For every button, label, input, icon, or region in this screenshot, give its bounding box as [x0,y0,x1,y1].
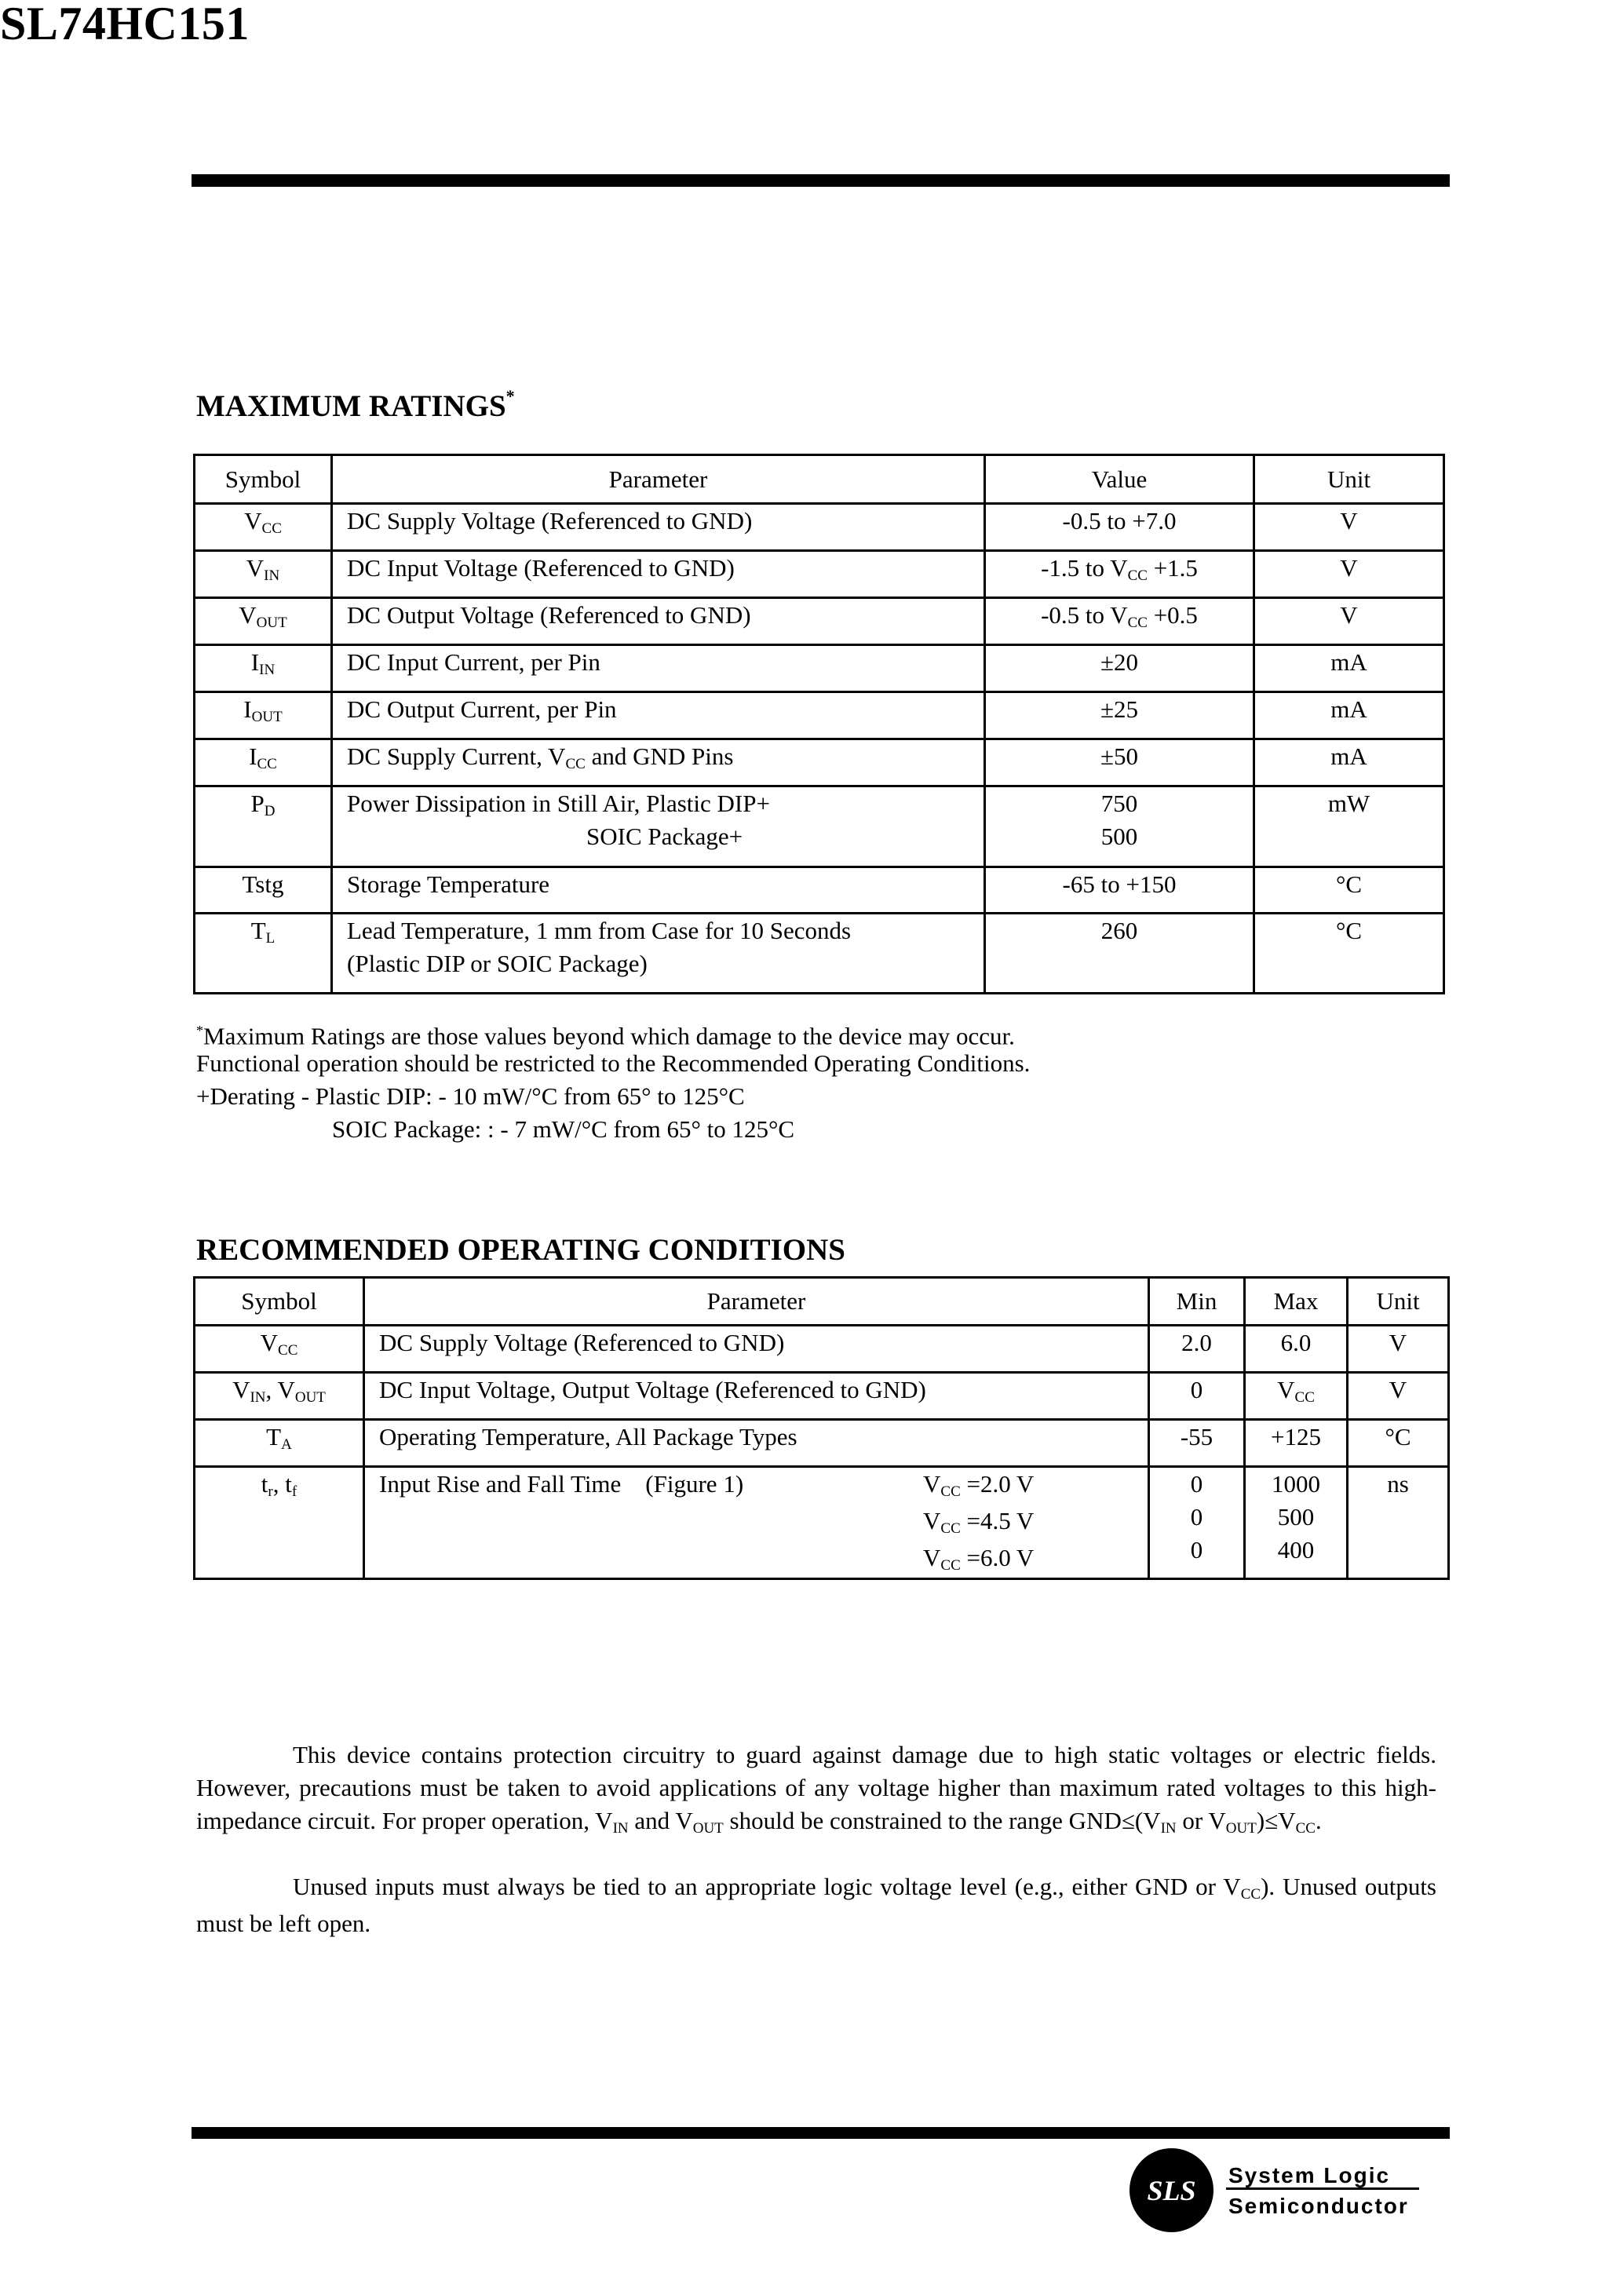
max-cell [1245,1467,1348,1579]
max-text: V [1277,1376,1295,1403]
value-text: -1.5 to V [1041,554,1128,582]
unit-cell: V [1348,1373,1449,1420]
col-header-max: Max [1245,1278,1348,1326]
parameter-cell [332,914,985,994]
parameter-cell [332,786,985,867]
unit-cell: mW [1254,786,1444,867]
paragraph-subscript: CC [1240,1886,1261,1903]
min-line: 0 [1190,1503,1203,1531]
min-cell: 0 [1149,1373,1245,1420]
table-row [195,1467,1449,1579]
value-subscript: CC [1127,615,1148,631]
symbol-subscript: r [268,1483,273,1500]
symbol-cell [195,598,332,645]
footnote-mark: * [196,1023,203,1038]
condition-text: V [923,1544,941,1571]
max-cell [1245,1373,1348,1420]
condition-line [923,1542,1034,1578]
parameter-cell: DC Output Current, per Pin [332,692,985,739]
max-ratings-title-mark: * [505,386,515,406]
col-header-symbol: Symbol [195,1278,364,1326]
table-row [195,645,1444,692]
paragraph-text: and V [628,1807,693,1834]
company-name-line1: System Logic [1228,2163,1391,2187]
symbol-cell [195,1326,364,1373]
unit-cell: V [1254,551,1444,598]
condition-line [923,1505,1034,1542]
parameter-cell: DC Input Voltage (Referenced to GND) [332,551,985,598]
condition-value: =4.5 V [960,1507,1035,1534]
col-header-unit: Unit [1348,1278,1449,1326]
sls-logo [1130,2148,1213,2232]
symbol-cell [195,1373,364,1420]
table-header-row [195,455,1444,504]
symbol-text: t [261,1470,268,1498]
max-line: 500 [1277,1503,1315,1531]
symbol-cell [195,504,332,551]
symbol-cell [195,1467,364,1579]
unit-cell: °C [1254,914,1444,994]
symbol-subscript: OUT [251,709,283,725]
logo-underline [1226,2187,1419,2190]
col-header-value: Value [985,455,1254,504]
max-cell: +125 [1245,1420,1348,1467]
value-cell: ±20 [985,645,1254,692]
header-rule [192,174,1450,187]
parameter-cell: Storage Temperature [332,867,985,914]
condition-list [923,1468,1034,1578]
symbol-subscript: L [265,930,276,947]
table-row [195,1420,1449,1467]
footnote-derating-soic: SOIC Package: : - 7 mW/°C from 65° to 125°C [332,1115,795,1143]
symbol-cell [195,692,332,739]
unit-cell: mA [1254,645,1444,692]
symbol-subscript: IN [250,1389,266,1406]
unused-inputs-paragraph [196,1870,1436,1940]
symbol-text: I [250,648,260,676]
parameter-subscript: CC [565,756,586,772]
max-ratings-title [196,386,515,423]
symbol-cell [195,551,332,598]
symbol-subscript: IN [259,662,276,678]
table-row [195,598,1444,645]
parameter-text: DC Supply Current, V [347,742,566,770]
col-header-min: Min [1149,1278,1245,1326]
symbol-subscript: D [264,803,276,819]
footer-rule [192,2127,1450,2139]
table-row [195,551,1444,598]
parameter-cell: DC Output Voltage (Referenced to GND) [332,598,985,645]
value-subscript: CC [1127,567,1148,584]
table-row [195,504,1444,551]
symbol-subscript: A [281,1436,292,1453]
symbol-text: , t [272,1470,292,1498]
value-text: -0.5 to V [1041,601,1128,629]
paragraph-text: Unused inputs must always be tied to an appropriate logic voltage level (e.g., either GND or V [293,1873,1241,1900]
condition-text: V [923,1470,941,1498]
paragraph-text: ). Unused outputs must be left open. [196,1873,1436,1937]
parameter-line: SOIC Package+ [586,823,743,850]
unit-cell: V [1254,598,1444,645]
condition-value: =6.0 V [960,1544,1035,1571]
max-ratings-title-text: MAXIMUM RATINGS [196,389,506,423]
paragraph-subscript: IN [1160,1820,1177,1837]
value-cell: ±50 [985,739,1254,786]
symbol-text: I [243,695,252,723]
paragraph-text: . [1315,1807,1322,1834]
max-subscript: CC [1294,1389,1315,1406]
value-cell [985,786,1254,867]
company-name-line2: Semiconductor [1228,2194,1409,2218]
symbol-subscript: f [291,1483,297,1500]
symbol-text: , V [265,1376,295,1403]
symbol-text: T [266,1423,282,1450]
parameter-text-suffix: and GND Pins [585,742,734,770]
condition-subscript: CC [940,1520,961,1537]
footnote-derating-dip: +Derating - Plastic DIP: - 10 mW/°C from 65° to 125°C [196,1082,745,1110]
table-row [195,786,1444,867]
condition-line [923,1468,1034,1505]
max-line: 1000 [1272,1470,1320,1498]
parameter-cell: DC Supply Voltage (Referenced to GND) [364,1326,1149,1373]
paragraph-text: )≤V [1256,1807,1296,1834]
col-header-symbol: Symbol [195,455,332,504]
condition-subscript: CC [940,1557,961,1574]
condition-subscript: CC [940,1483,961,1500]
parameter-line: (Plastic DIP or SOIC Package) [347,950,648,977]
rec-conditions-title: RECOMMENDED OPERATING CONDITIONS [196,1233,845,1267]
value-cell [985,551,1254,598]
table-row [195,1326,1449,1373]
rec-conditions-table [193,1276,1450,1580]
value-cell: -65 to +150 [985,867,1254,914]
parameter-cell [332,739,985,786]
protection-paragraph [196,1739,1436,1841]
parameter-cell [364,1467,1149,1579]
symbol-text: P [250,790,265,817]
value-cell: 260 [985,914,1254,994]
symbol-cell [195,645,332,692]
unit-cell: °C [1348,1420,1449,1467]
symbol-subscript: OUT [256,615,287,631]
paragraph-text: This device contains protection circuitry to guard against damage due to high static voltages or electric fields. However, precautions must be taken to avoid applications of any voltage higher than maximum rated voltages to this high-impedance circuit. For proper operation, V [196,1741,1436,1834]
unit-cell: ns [1348,1467,1449,1579]
min-cell: -55 [1149,1420,1245,1467]
symbol-subscript: OUT [294,1389,326,1406]
symbol-cell [195,739,332,786]
col-header-unit: Unit [1254,455,1444,504]
symbol-text: I [249,742,257,770]
table-row [195,739,1444,786]
paragraph-subscript: OUT [1225,1820,1257,1837]
value-cell [985,598,1254,645]
paragraph-subscript: IN [612,1820,629,1837]
value-line: 500 [1100,823,1138,850]
parameter-line: Power Dissipation in Still Air, Plastic DIP+ [347,790,770,817]
unit-cell: mA [1254,739,1444,786]
symbol-subscript: IN [264,567,280,584]
min-line: 0 [1190,1470,1203,1498]
unit-cell: mA [1254,692,1444,739]
table-header-row [195,1278,1449,1326]
value-cell: -0.5 to +7.0 [985,504,1254,551]
symbol-cell [195,914,332,994]
min-cell: 2.0 [1149,1326,1245,1373]
table-row [195,692,1444,739]
symbol-text: V [232,1376,250,1403]
condition-value: =2.0 V [960,1470,1035,1498]
logo-mark: SLS [1147,2174,1196,2206]
paragraph-text: should be constrained to the range GND≤(V [723,1807,1161,1834]
symbol-subscript: CC [278,1342,298,1359]
min-cell [1149,1467,1245,1579]
table-row [195,1373,1449,1420]
unit-cell: V [1254,504,1444,551]
symbol-text: T [250,917,266,944]
symbol-text: V [244,507,262,535]
footnote-text: Maximum Ratings are those values beyond which damage to the device may occur. [203,1022,1015,1050]
symbol-text: V [260,1329,279,1356]
min-line: 0 [1190,1536,1203,1563]
value-line: 750 [1100,790,1138,817]
unit-cell: °C [1254,867,1444,914]
max-ratings-table [193,454,1445,994]
paragraph-subscript: OUT [692,1820,724,1837]
part-number-title: SL74HC151 [0,0,250,49]
symbol-text: V [246,554,265,582]
parameter-cell: DC Supply Voltage (Referenced to GND) [332,504,985,551]
paragraph-subscript: CC [1295,1820,1316,1837]
symbol-cell [195,786,332,867]
max-line: 400 [1277,1536,1315,1563]
col-header-parameter: Parameter [364,1278,1149,1326]
paragraph-text: or V [1176,1807,1226,1834]
symbol-text: V [239,601,257,629]
symbol-cell: Tstg [195,867,332,914]
max-cell: 6.0 [1245,1326,1348,1373]
value-text-suffix: +0.5 [1147,601,1198,629]
parameter-line: Lead Temperature, 1 mm from Case for 10 Seconds [347,917,852,944]
table-row [195,867,1444,914]
parameter-text: Input Rise and Fall Time (Figure 1) [379,1470,744,1498]
symbol-subscript: CC [261,520,282,537]
condition-text: V [923,1507,941,1534]
parameter-cell: DC Input Voltage, Output Voltage (Referenced to GND) [364,1373,1149,1420]
symbol-subscript: CC [257,756,277,772]
unit-cell: V [1348,1326,1449,1373]
value-text-suffix: +1.5 [1147,554,1198,582]
symbol-cell [195,1420,364,1467]
footnote-functional-operation: Functional operation should be restricted to the Recommended Operating Conditions. [196,1049,1031,1077]
col-header-parameter: Parameter [332,455,985,504]
parameter-cell: DC Input Current, per Pin [332,645,985,692]
table-row [195,914,1444,994]
parameter-cell: Operating Temperature, All Package Types [364,1420,1149,1467]
value-cell: ±25 [985,692,1254,739]
